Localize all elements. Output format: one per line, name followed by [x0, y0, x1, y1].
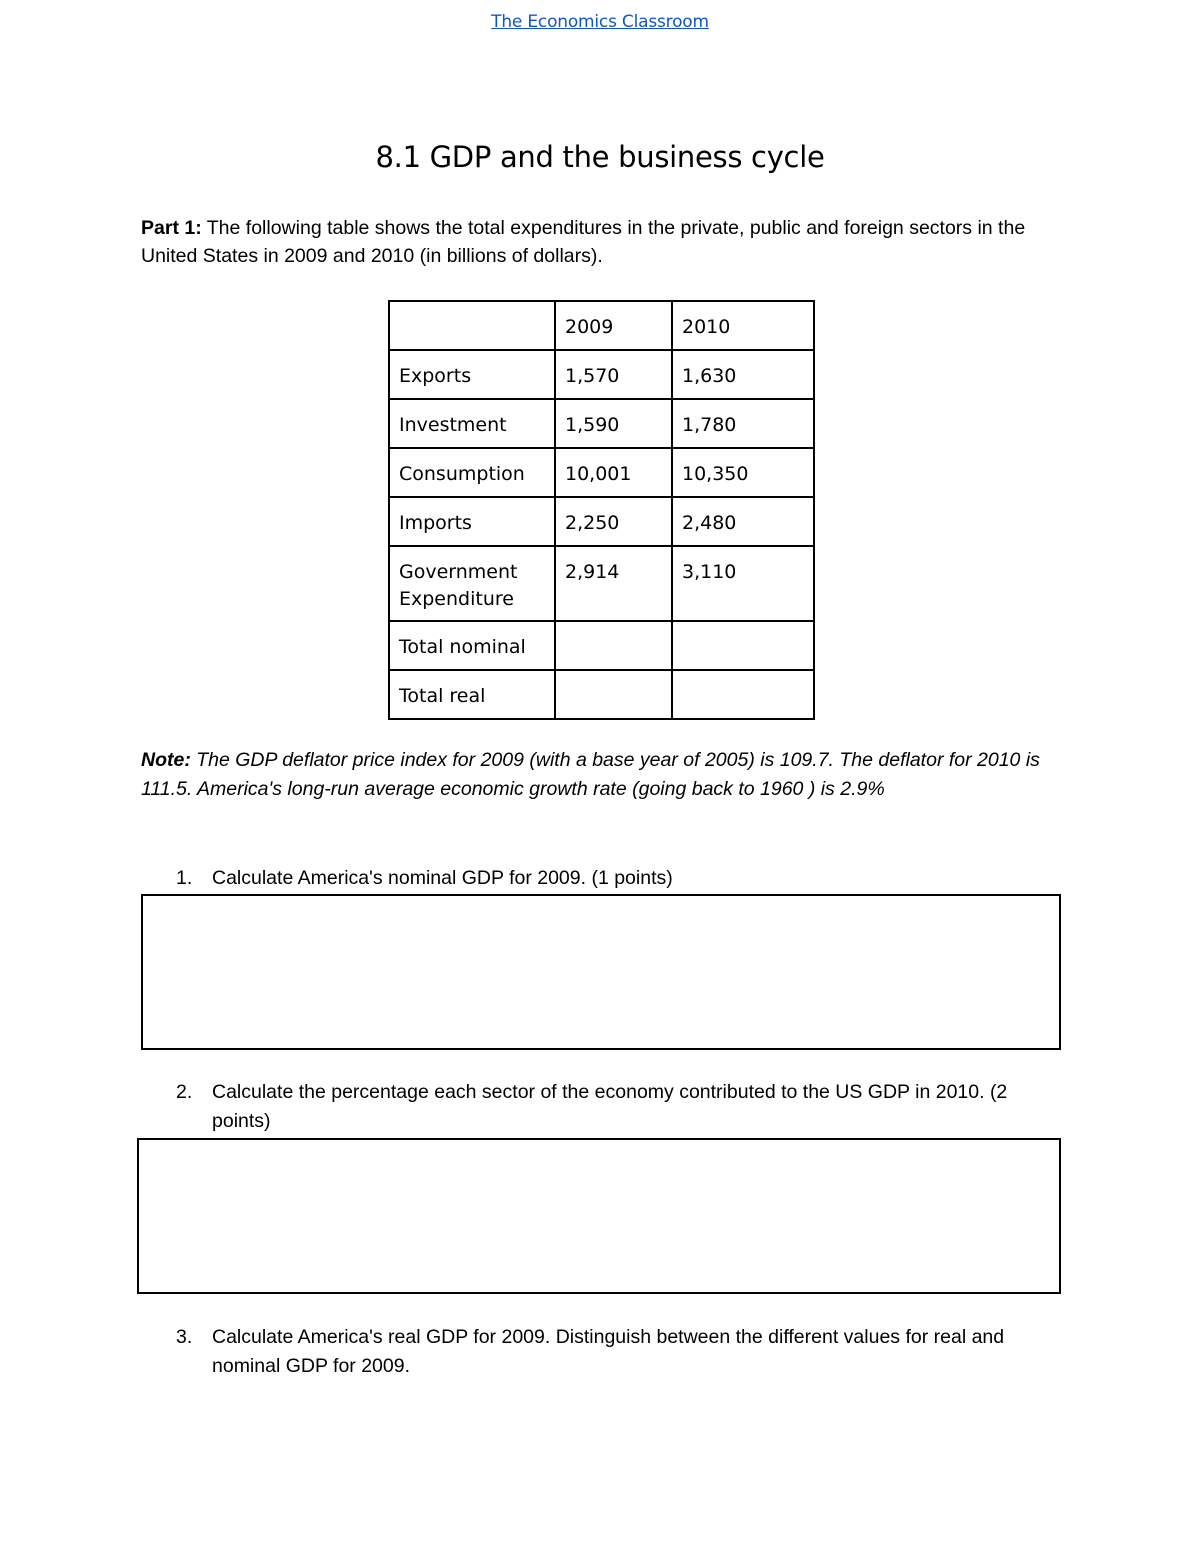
table-cell: Total nominal: [389, 621, 555, 670]
table-cell: 2,914: [555, 546, 672, 621]
table-row: [389, 350, 814, 399]
table-cell: Investment: [389, 399, 555, 448]
note-label: Note:: [141, 749, 191, 771]
table-row: [389, 621, 814, 670]
table-cell: 10,350: [672, 448, 814, 497]
table-cell-blank[interactable]: [672, 670, 814, 719]
page-title: 8.1 GDP and the business cycle: [375, 140, 825, 174]
question-number: 3.: [176, 1326, 193, 1348]
table-cell: 1,780: [672, 399, 814, 448]
expenditure-table: [388, 300, 815, 720]
table-cell: 3,110: [672, 546, 814, 621]
table-header-cell: 2009: [555, 301, 672, 350]
question-text: Calculate America's nominal GDP for 2009. (1 points): [212, 867, 673, 889]
header-link[interactable]: The Economics Classroom: [491, 12, 709, 32]
table-cell: 1,570: [555, 350, 672, 399]
note-paragraph: [141, 746, 1061, 804]
question-number: 2.: [176, 1081, 193, 1103]
table-cell: 10,001: [555, 448, 672, 497]
table-cell: Government Expenditure: [389, 546, 555, 621]
intro-label: Part 1:: [141, 217, 202, 239]
table-cell-blank[interactable]: [672, 621, 814, 670]
table-row: [389, 670, 814, 719]
question-text: Calculate America's real GDP for 2009. Distinguish between the different values for real and nominal GDP for 2009.: [212, 1326, 1005, 1377]
question-2: [176, 1078, 1066, 1136]
table-cell: Imports: [389, 497, 555, 546]
table-cell: Total real: [389, 670, 555, 719]
table-cell: 1,590: [555, 399, 672, 448]
question-3: [176, 1323, 1066, 1381]
table-header-cell: [389, 301, 555, 350]
table-row: [389, 497, 814, 546]
table-cell-blank[interactable]: [555, 621, 672, 670]
table-cell: 2,480: [672, 497, 814, 546]
table-cell: Exports: [389, 350, 555, 399]
table-cell: 2,250: [555, 497, 672, 546]
answer-box-1[interactable]: [141, 894, 1061, 1050]
intro-paragraph: [141, 214, 1061, 270]
table-header-cell: 2010: [672, 301, 814, 350]
intro-text: The following table shows the total expenditures in the private, public and foreign sectors in the United States in 2009 and 2010 (in billions of dollars).: [141, 217, 1026, 267]
answer-box-2[interactable]: [137, 1138, 1061, 1294]
note-text: The GDP deflator price index for 2009 (with a base year of 2005) is 109.7. The deflator for 2010 is 111.5. America's long-run average economic growth rate (going back to 1960 ) is 2.9%: [141, 749, 1040, 800]
question-1: [176, 864, 1066, 893]
question-number: 1.: [176, 867, 193, 889]
table-cell: Consumption: [389, 448, 555, 497]
table-row: [389, 448, 814, 497]
table-row: [389, 399, 814, 448]
table-cell-blank[interactable]: [555, 670, 672, 719]
table-cell: 1,630: [672, 350, 814, 399]
question-text: Calculate the percentage each sector of the economy contributed to the US GDP in 2010. (2 points): [212, 1081, 1008, 1132]
table-row: [389, 546, 814, 621]
table-header-row: [389, 301, 814, 350]
